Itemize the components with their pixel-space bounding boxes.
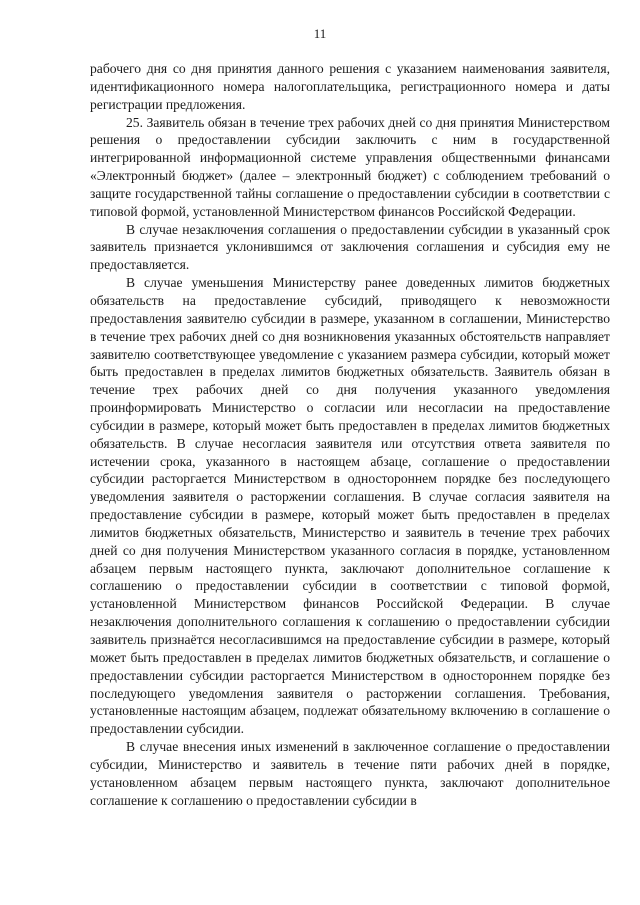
paragraph-other-changes: В случае внесения иных изменений в заключенное соглашение о предоставлении субсидии, Министерство и заявитель в течение пяти рабочих дней в порядке, установленном абзацем первым настоящего пункта, заключают дополнительное соглашение к соглашению о предоставлении субсидии в (90, 739, 610, 808)
page-number: 11 (313, 26, 327, 41)
paragraph-limits-reduction: В случае уменьшения Министерству ранее доведенных лимитов бюджетных обязательств на предоставление субсидий, приводящего к невозможности предоставления заявителю субсидии в размере, указанном в соглашении, Министерство в течение трех рабочих дней со дня возникновения указанных обстоятельств направляет заявителю соответствующее уведомление с указанием размера субсидии, который может быть предоставлен в пределах лимитов бюджетных обязательств. Заявитель обязан в течение трех рабочих дней со дня получения указанного уведомления проинформировать Министерство о согласии или несогласии на предоставление субсидии в размере, который может быть предоставлен в пределах лимитов бюджетных обязательств. В случае несогласия заявителя или отсутствия ответа заявителя по истечении срока, указанного в настоящем абзаце, соглашение о предоставлении субсидии расторгается Министерством в одностороннем порядке без последующего уведомления заявителя о расторжении соглашения. В случае согласия заявителя на предоставление субсидии в размере, который может быть предоставлен в пределах лимитов бюджетных обязательств, Министерство и заявитель в течение трех рабочих дней со дня получения Министерством указанного согласия в порядке, установленном абзацем первым настоящего пункта, заключают дополнительное соглашение к соглашению о предоставлении субсидии в соответствии с типовой формой, установленной Министерством финансов Российской Федерации. В случае незаключения дополнительного соглашения к соглашению о предоставлении субсидии заявитель признаётся несогласившимся на предоставление субсидии в размере, который может быть предоставлен в пределах лимитов бюджетных обязательств, и соглашение о предоставлении субсидии расторгается Министерством в одностороннем порядке без последующего уведомления заявителя о расторжении соглашения. Требования, установленные настоящим абзацем, подлежат обязательному включению в соглашение о предоставлении субсидии. (90, 275, 610, 737)
paragraph-non-conclusion: В случае незаключения соглашения о предоставлении субсидии в указанный срок заявитель признается уклонившимся от заключения соглашения и субсидия ему не предоставляется. (90, 221, 610, 273)
document-body (90, 60, 610, 809)
paragraph-item-25: 25. Заявитель обязан в течение трех рабочих дней со дня принятия Министерством решения о предоставлении субсидии заключить с ним в государственной интегрированной информационной системе управления общественными финансами «Электронный бюджет» (далее – электронный бюджет) с соблюдением требований о защите государственной тайны соглашение о предоставлении субсидии в соответствии с типовой формой, установленной Министерством финансов Российской Федерации. (90, 114, 610, 219)
paragraph-continuation: рабочего дня со дня принятия данного решения с указанием наименования заявителя, идентификационного номера налогоплательщика, регистрационного номера и даты регистрации предложения. (90, 61, 610, 112)
